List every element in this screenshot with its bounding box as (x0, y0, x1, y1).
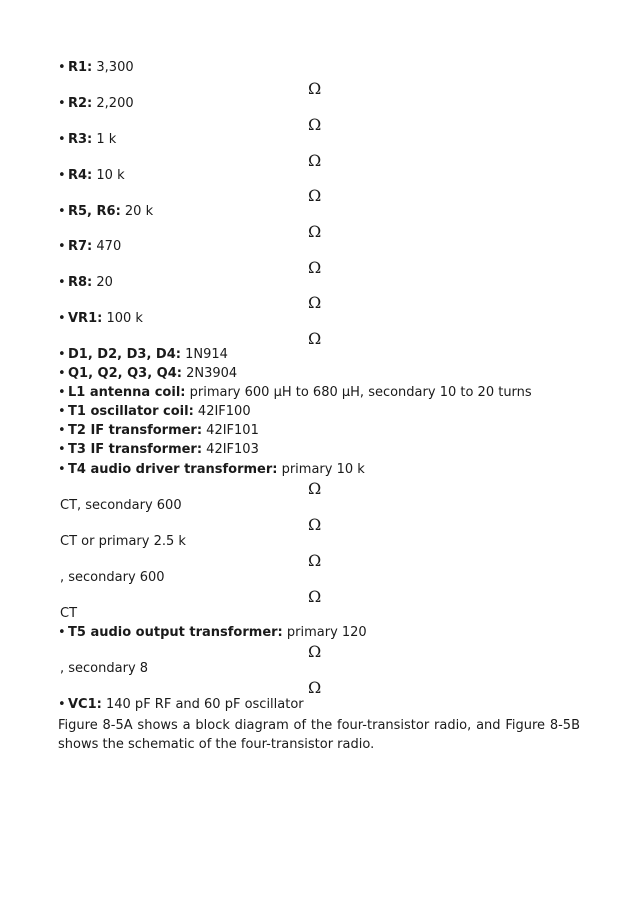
bullet: • (58, 204, 66, 219)
item-label: T1 oscillator coil: (68, 404, 194, 419)
bullet: • (58, 385, 66, 400)
ohm-symbol: Ω (308, 587, 322, 606)
list-item (58, 311, 143, 327)
continuation-text: CT, secondary 600 (60, 498, 182, 513)
item-value: 20 (92, 275, 113, 290)
ohm-symbol: Ω (308, 515, 322, 534)
ohm-symbol: Ω (308, 678, 322, 697)
item-value: 2,200 (92, 96, 134, 111)
ohm-symbol: Ω (308, 479, 322, 498)
list-item (58, 385, 532, 401)
list-item (58, 423, 259, 439)
list-item (58, 60, 134, 76)
item-value: 10 k (92, 168, 125, 183)
item-label: R2: (68, 96, 93, 111)
list-item (58, 132, 116, 148)
item-value: primary 120 (282, 625, 367, 640)
ohm-symbol: Ω (308, 551, 322, 570)
bullet: • (58, 132, 66, 147)
list-item (58, 697, 304, 713)
item-value: 140 pF RF and 60 pF oscillator (101, 697, 304, 712)
item-value: 100 k (102, 311, 143, 326)
item-label: T5 audio output transformer: (68, 625, 283, 640)
ohm-symbol: Ω (308, 115, 322, 134)
ohm-symbol: Ω (308, 186, 322, 205)
ohm-symbol: Ω (308, 329, 322, 348)
item-label: R8: (68, 275, 93, 290)
item-label: L1 antenna coil: (68, 385, 186, 400)
ohm-symbol: Ω (308, 293, 322, 312)
bullet: • (58, 239, 66, 254)
ohm-symbol: Ω (308, 258, 322, 277)
list-item (58, 404, 251, 420)
continuation-text: CT (60, 606, 78, 621)
ohm-symbol: Ω (308, 151, 322, 170)
item-label: R1: (68, 60, 93, 75)
bullet: • (58, 697, 66, 712)
bullet: • (58, 442, 66, 457)
item-label: T2 IF transformer: (68, 423, 203, 438)
item-label: T3 IF transformer: (68, 442, 203, 457)
item-label: T4 audio driver transformer: (68, 462, 278, 477)
continuation-text: , secondary 600 (60, 570, 165, 585)
bullet: • (58, 625, 66, 640)
item-value: primary 600 μH to 680 μH, secondary 10 to 20 turns (185, 385, 532, 400)
bullet: • (58, 311, 66, 326)
item-value: 1 k (92, 132, 117, 147)
continuation-text: CT or primary 2.5 k (60, 534, 186, 549)
bullet: • (58, 168, 66, 183)
item-value: 3,300 (92, 60, 134, 75)
list-item (58, 275, 113, 291)
list-item (58, 347, 228, 363)
list-item (58, 462, 365, 478)
list-item (58, 366, 237, 382)
list-item (58, 96, 134, 112)
list-item (58, 239, 121, 255)
bullet: • (58, 423, 66, 438)
item-value: 42IF101 (202, 423, 259, 438)
item-label: R5, R6: (68, 204, 121, 219)
bullet: • (58, 366, 66, 381)
item-value: 2N3904 (181, 366, 238, 381)
bullet: • (58, 96, 66, 111)
bullet: • (58, 404, 66, 419)
list-item (58, 168, 125, 184)
continuation-text: , secondary 8 (60, 661, 149, 676)
item-label: R4: (68, 168, 93, 183)
item-label: D1, D2, D3, D4: (68, 347, 181, 362)
item-label: VR1: (68, 311, 103, 326)
item-label: R3: (68, 132, 93, 147)
bullet: • (58, 275, 66, 290)
item-label: Q1, Q2, Q3, Q4: (68, 366, 182, 381)
list-item (58, 625, 367, 641)
bullet: • (58, 347, 66, 362)
item-value: 470 (92, 239, 122, 254)
ohm-symbol: Ω (308, 642, 322, 661)
list-item (58, 204, 153, 220)
item-value: primary 10 k (277, 462, 365, 477)
ohm-symbol: Ω (308, 222, 322, 241)
bullet: • (58, 462, 66, 477)
item-value: 42IF100 (193, 404, 251, 419)
item-value: 1N914 (180, 347, 228, 362)
item-label: R7: (68, 239, 93, 254)
bullet: • (58, 60, 66, 75)
body-paragraph: Figure 8-5A shows a block diagram of the four-transistor radio, and Figure 8-5B shows the schematic of the four-transistor radio. (58, 718, 580, 752)
item-label: VC1: (68, 697, 102, 712)
list-item (58, 442, 259, 458)
ohm-symbol: Ω (308, 79, 322, 98)
item-value: 20 k (120, 204, 154, 219)
item-value: 42IF103 (202, 442, 259, 457)
